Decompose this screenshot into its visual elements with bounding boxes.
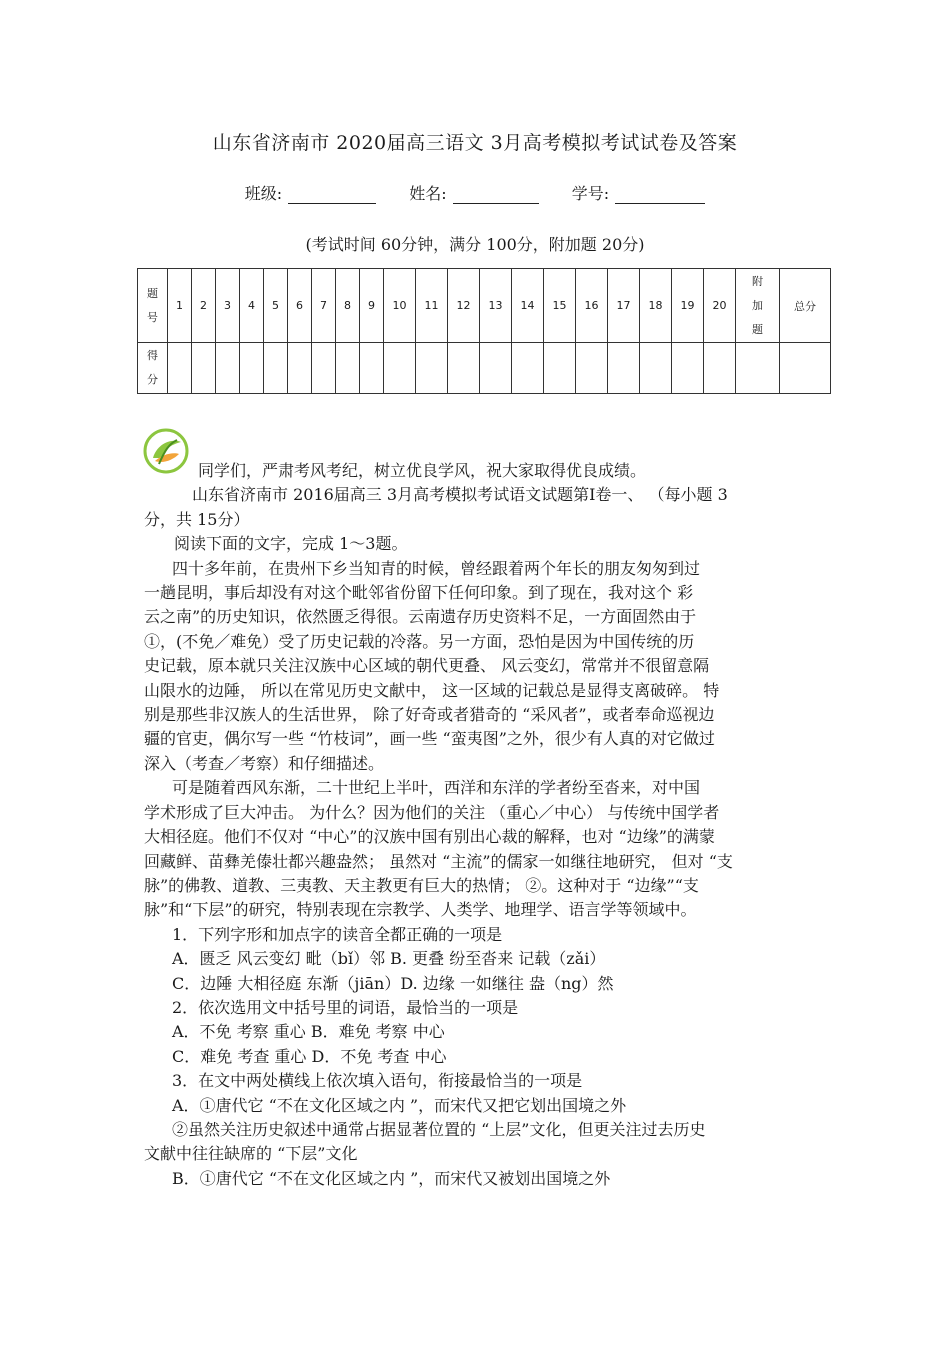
class-label: 班级: [244, 184, 283, 203]
option-line: B．①唐代它 “不在文化区域之内 ”，而宋代又被划出国境之外 [172, 1168, 611, 1188]
greeting: 同学们，严肃考风考纪，树立优良学风，祝大家取得优良成绩。 [198, 461, 647, 480]
question-number: 11 [416, 269, 448, 343]
extra-score-cell[interactable] [736, 343, 780, 394]
student-id-field[interactable] [615, 185, 705, 204]
question-number: 15 [544, 269, 576, 343]
question-number: 2 [192, 269, 216, 343]
question-3: 3．在文中两处横线上依次填入语句，衔接最恰当的一项是 [172, 1071, 583, 1091]
score-cell[interactable] [168, 343, 192, 394]
option-line: A．①唐代它 “不在文化区域之内 ”，而宋代又把它划出国境之外 [172, 1095, 627, 1115]
class-field[interactable] [288, 185, 376, 204]
text-line: 疆的官吏，偶尔写一些 “竹枝词”，画一些 “蛮夷图”之外，很少有人真的对它做过 [144, 729, 715, 749]
score-table-score-row [138, 343, 831, 394]
name-field[interactable] [453, 185, 539, 204]
question-number: 4 [240, 269, 264, 343]
text-line: 学术形成了巨大冲击。 为什么？因为他们的关注 （重心／中心） 与传统中国学者 [144, 802, 720, 822]
text-line: 深入（考查／考察）和仔细描述。 [144, 753, 385, 773]
question-1: 1．下列字形和加点字的读音全都正确的一项是 [172, 924, 503, 944]
text-line: 史记载，原本就只关注汉族中心区域的朝代更叠、 风云变幻，常常并不很留意隔 [144, 656, 710, 676]
name-label: 姓名: [409, 184, 447, 203]
question-number: 18 [640, 269, 672, 343]
question-number: 13 [480, 269, 512, 343]
question-number: 12 [448, 269, 480, 343]
score-cell[interactable] [416, 343, 448, 394]
score-cell[interactable] [336, 343, 360, 394]
total-score-label: 总分 [780, 269, 831, 343]
score-cell[interactable] [360, 343, 384, 394]
option-line: A．匮乏 风云变幻 毗（bǐ）邻 B. 更叠 纷至沓来 记载（zǎi） [172, 949, 606, 969]
score-cell[interactable] [512, 343, 544, 394]
total-score-cell[interactable] [780, 343, 831, 394]
question-number: 10 [384, 269, 416, 343]
score-cell[interactable] [264, 343, 288, 394]
option-line: 文献中往往缺席的 “下层”文化 [144, 1144, 358, 1164]
text-line: 云之南”的历史知识，依然匮乏得很。云南遗存历史资料不足，一方面固然由于 [144, 607, 697, 627]
question-number: 7 [312, 269, 336, 343]
score-cell[interactable] [192, 343, 216, 394]
score-cell[interactable] [384, 343, 416, 394]
text-line: 回藏鲜、苗彝羌傣壮都兴趣盎然； 虽然对 “主流”的儒家一如继往地研究， 但对 “支 [144, 851, 733, 871]
score-cell[interactable] [216, 343, 240, 394]
text-line: 脉”和“下层”的研究，特别表现在宗教学、人类学、地理学、语言学等领域中。 [144, 900, 697, 920]
text-line: 山东省济南市 2016届高三 3月高考模拟考试语文试题第Ⅰ卷一、 （每小题 3 [192, 485, 728, 505]
question-number: 8 [336, 269, 360, 343]
score-cell[interactable] [672, 343, 704, 394]
score-cell[interactable] [288, 343, 312, 394]
score-label: 得 分 [138, 343, 168, 394]
text-line: 分，共 15分） [144, 509, 250, 529]
question-number: 19 [672, 269, 704, 343]
score-cell[interactable] [704, 343, 736, 394]
student-info [0, 181, 950, 204]
exam-body [144, 459, 814, 1191]
option-line: ②虽然关注历史叙述中通常占据显著位置的 “上层”文化，但更关注过去历史 [172, 1119, 706, 1139]
score-cell[interactable] [448, 343, 480, 394]
text-line: ①，(不免／难免）受了历史记载的冷落。另一方面，恐怕是因为中国传统的历 [144, 631, 695, 651]
question-number: 14 [512, 269, 544, 343]
question-number: 9 [360, 269, 384, 343]
score-table [137, 268, 831, 394]
score-cell[interactable] [640, 343, 672, 394]
page-title: 山东省济南市 2020届高三语文 3月高考模拟考试试卷及答案 [212, 132, 738, 154]
score-table-header-row [138, 269, 831, 343]
id-label: 学号: [571, 184, 610, 203]
score-cell[interactable] [544, 343, 576, 394]
text-line: 脉”的佛教、道教、三夷教、天主教更有巨大的热情； ②。这种对于 “边缘”“支 [144, 875, 699, 895]
score-cell[interactable] [608, 343, 640, 394]
extra-question-label: 附 加 题 [736, 269, 780, 343]
question-number-label: 题 号 [138, 269, 168, 343]
question-number: 17 [608, 269, 640, 343]
option-line: A．不免 考察 重心 B．难免 考察 中心 [172, 1022, 445, 1042]
score-cell[interactable] [240, 343, 264, 394]
text-line: 可是随着西风东渐，二十世纪上半叶，西洋和东洋的学者纷至沓来，对中国 [172, 778, 701, 798]
text-line: 一趟昆明，事后却没有对这个毗邻省份留下任何印象。到了现在，我对这个 彩 [144, 583, 694, 603]
text-line: 大相径庭。他们不仅对 “中心”的汉族中国有别出心裁的解释，也对 “边缘”的满蒙 [144, 827, 715, 847]
score-cell[interactable] [312, 343, 336, 394]
exam-meta: (考试时间 60分钟，满分 100分，附加题 20分) [305, 235, 645, 254]
score-cell[interactable] [480, 343, 512, 394]
question-number: 20 [704, 269, 736, 343]
question-number: 6 [288, 269, 312, 343]
text-line: 山限水的边陲， 所以在常见历史文献中， 这一区域的记载总是显得支离破碎。 特 [144, 680, 720, 700]
question-number: 3 [216, 269, 240, 343]
option-line: C．边陲 大相径庭 东渐（jiān）D. 边缘 一如继往 盎（ng）然 [172, 973, 614, 993]
question-number: 16 [576, 269, 608, 343]
text-line: 阅读下面的文字，完成 1～3题。 [174, 534, 408, 554]
question-2: 2．依次选用文中括号里的词语，最恰当的一项是 [172, 997, 519, 1017]
text-line: 四十多年前，在贵州下乡当知青的时候，曾经跟着两个年长的朋友匆匆到过 [172, 558, 701, 578]
question-number: 1 [168, 269, 192, 343]
question-number: 5 [264, 269, 288, 343]
text-line: 别是那些非汉族人的生活世界， 除了好奇或者猎奇的 “采风者”，或者奉命巡视边 [144, 705, 715, 725]
option-line: C．难免 考查 重心 D．不免 考查 中心 [172, 1046, 447, 1066]
score-cell[interactable] [576, 343, 608, 394]
